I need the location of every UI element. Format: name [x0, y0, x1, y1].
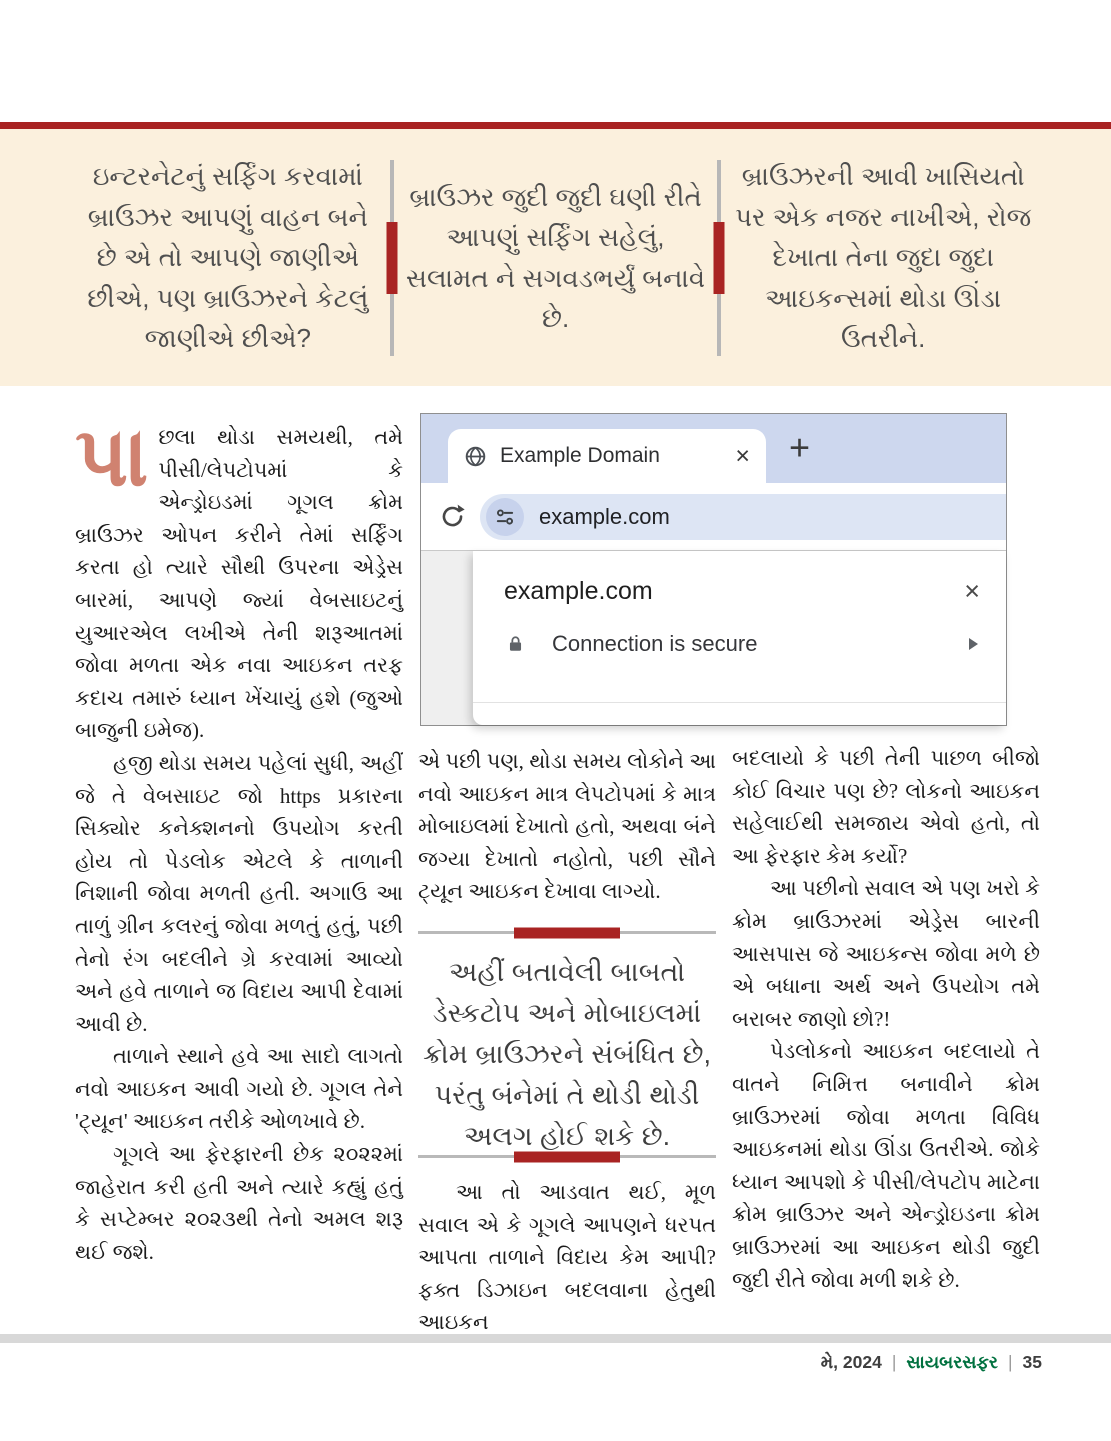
secure-label: Connection is secure — [552, 631, 758, 656]
browser-page-area — [421, 551, 1006, 725]
column-divider-accent — [714, 222, 725, 294]
tab-bar — [421, 414, 1006, 483]
article-left-column — [75, 412, 403, 1268]
callout: અહીં બતાવેલી બાબતો ડેસ્કટોપ અને મોબાઇલમાં ક્રોમ બ્રાઉઝરને સંબંધિત છે, પરંતુ બંનેમાં તે થોડી થોડી અલગ હોઈ શકે છે. — [422, 957, 712, 1151]
footer-separator: | — [891, 1352, 897, 1372]
paragraph: એ પછી પણ, થોડા સમય લોકોને આ નવો આઇકન માત્ર લેપટોપમાં કે માત્ર મોબાઇલમાં દેખાતો હતો, અથવા બંને જગ્યા દેખાતો નહોતો, પછી સૌને ટ્યૂન આઇકન દેખાવા લાગ્યો. — [418, 749, 716, 904]
popup-domain: example.com — [504, 577, 653, 605]
footer-rule — [0, 1334, 1111, 1343]
callout-rule-top — [418, 931, 716, 934]
article-middle-column-bottom — [418, 1176, 716, 1339]
paragraph — [75, 412, 403, 747]
paragraph-text: છલા થોડા સમયથી, તમે પીસી/લેપટોપમાં કે એન્ડ્રોઇડમાં ગૂગલ ક્રોમ બ્રાઉઝર ઓપન કરીને તેમાં સર્ફિંગ કરતા હો ત્યારે સૌથી ઉપરના એડ્રેસ બારમાં, આપણે જ્યાં વેબસાઇટનું યુઆરએલ લખીએ તેની શરૂઆતમાં જોવા મળતા એક નવા આઇકન તરફ કદાચ તમારું ધ્યાન ખેંચાયું હશે (જુઓ બાજુની ઇમેજ). — [75, 425, 403, 743]
tab-title: Example Domain — [500, 444, 660, 467]
footer-magazine-name: સાયબરસફર — [906, 1352, 998, 1372]
column-divider — [390, 160, 394, 356]
footer-page-number: 35 — [1022, 1352, 1042, 1372]
browser-toolbar — [421, 483, 1006, 551]
column-divider — [717, 160, 721, 356]
popup-separator — [473, 702, 1006, 703]
footer-date: મે, 2024 — [820, 1352, 882, 1372]
expand-arrow-icon — [969, 638, 978, 650]
column-divider-accent — [386, 222, 397, 294]
connection-secure-row[interactable] — [473, 606, 1006, 657]
paragraph: હજી થોડા સમય પહેલાં સુધી, અહીં જે તે વેબસાઇટ જો https પ્રકારના સિક્યોર કનેક્શનનો ઉપયોગ કરતી હોય તો પેડલોક એટલે કે તાળાની નિશાની જોવા મળતી હતી. અગાઉ આ તાળું ગ્રીન કલરનું જોવા મળતું હતું, પછી તેનો રંગ બદલીને ગ્રે કરવામાં આવ્યો અને હવે તાળાને જ વિદાય આપી દેવામાં આવી છે. — [75, 750, 403, 1036]
top-rule — [0, 122, 1111, 129]
intro-column-3: બ્રાઉઝરની આવી ખાસિયતો પર એક નજર નાખીએ, રોજ દેખાતા તેના જુદા જુદા આઇકન્સમાં થોડા ઊંડા ઉતરીને. — [735, 161, 1032, 354]
paragraph: તાળાને સ્થાને હવે આ સાદો લાગતો નવો આઇકન આવી ગયો છે. ગૂગલ તેને 'ટ્યૂન' આઇકન તરીકે ઓળખાવે છે. — [75, 1044, 403, 1134]
footer-separator: | — [1007, 1352, 1013, 1372]
reload-icon[interactable] — [439, 503, 466, 530]
paragraph: પેડલોકનો આઇકન બદલાયો તે વાતને નિમિત્ત બનાવીને ક્રોમ બ્રાઉઝરમાં જોવા મળતા વિવિધ આઇકનમાં થોડા ઊંડા ઉતરીએ. જોકે ધ્યાન આપશો કે પીસી/લેપટોપ માટેના ક્રોમ બ્રાઉઝર અને એન્ડ્રોઇડના ક્રોમ બ્રાઉઝરમાં આ આઇકન થોડી જુદી જુદી રીતે જોવા મળી શકે છે. — [732, 1039, 1040, 1292]
tune-icon[interactable] — [486, 498, 524, 536]
paragraph: આ પછીનો સવાલ એ પણ ખરો કે ક્રોમ બ્રાઉઝરમાં એડ્રેસ બારની આસપાસ જે આઇકન્સ જોવા મળે છે એ બધાના અર્થ અને ઉપયોગ તમે બરાબર જાણો છો?! — [732, 876, 1040, 1031]
new-tab-icon[interactable]: + — [789, 426, 811, 468]
paragraph: ગૂગલે આ ફેરફારની છેક ૨૦૨૨માં જાહેરાત કરી હતી અને ત્યારે કહ્યું હતું કે સપ્ટેમ્બર ૨૦૨૩થી તેનો અમલ શરૂ થઈ જશે. — [75, 1142, 403, 1264]
globe-icon — [464, 445, 487, 468]
callout-rule-bottom — [418, 1155, 716, 1158]
browser-screenshot — [420, 413, 1007, 726]
intro-band — [0, 129, 1111, 386]
callout-rule-accent — [514, 927, 620, 938]
article-middle-column-top — [418, 745, 716, 908]
article-right-column — [732, 742, 1040, 1296]
popup-close-icon[interactable]: × — [964, 576, 980, 606]
tab-close-icon[interactable]: × — [735, 441, 750, 470]
lock-icon — [506, 633, 525, 655]
drop-cap: પા — [75, 412, 149, 503]
paragraph: આ તો આડવાત થઈ, મૂળ સવાલ એ કે ગૂગલે આપણને ધરપત આપતા તાળાને વિદાય કેમ આપી? ફક્ત ડિઝાઇન બદલવાના હેતુથી આઇકન — [418, 1180, 716, 1335]
footer-info — [821, 1352, 1042, 1373]
browser-tab[interactable] — [448, 429, 766, 483]
paragraph: બદલાયો કે પછી તેની પાછળ બીજો કોઈ વિચાર પણ છે? લોકનો આઇકન સહેલાઈથી સમજાય એવો હતો, તો આ ફેરફાર કેમ કર્યો? — [732, 746, 1040, 868]
address-url: example.com — [539, 503, 670, 529]
intro-column-2: બ્રાઉઝર જુદી જુદી ઘણી રીતે આપણું સર્ફિંગ સહેલું, સલામત ને સગવડભર્યું બનાવે છે. — [405, 181, 706, 333]
popup-header — [473, 551, 1006, 606]
intro-column-1: ઇન્ટરનેટનું સર્ફિંગ કરવામાં બ્રાઉઝર આપણું વાહન બને છે એ તો આપણે જાણીએ છીએ, પણ બ્રાઉઝરને કેટલું જાણીએ છીએ? — [87, 161, 369, 354]
callout-rule-accent — [514, 1151, 620, 1162]
address-bar[interactable] — [480, 494, 1006, 540]
site-security-popup — [473, 551, 1006, 725]
